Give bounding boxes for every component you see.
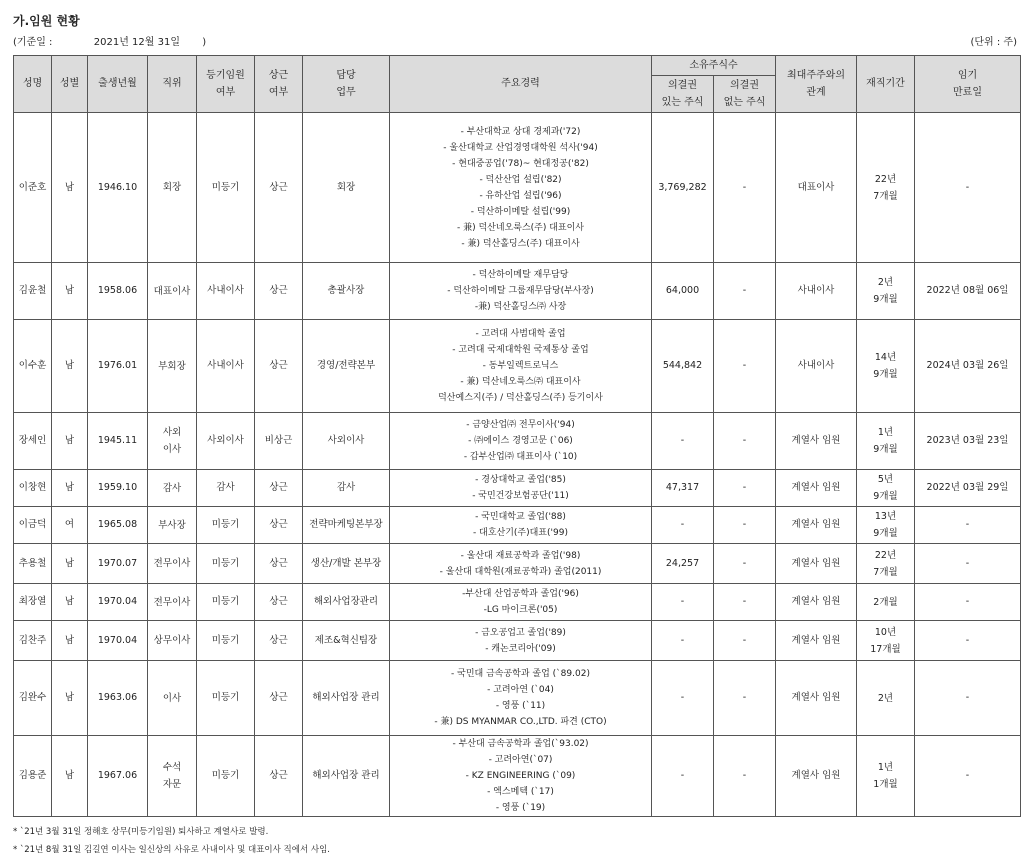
cell-name: 이수훈 [14,320,52,413]
cell-term-expiry: 2024년 03월 26일 [915,320,1021,413]
header-term: 임기 만료일 [915,56,1021,113]
cell-career: - 덕산하이메탈 재무담당 - 덕산하이메탈 그룹재무담당(부사장) -兼) 덕산홀딩스㈜ 사장 [390,263,652,320]
cell-birth: 1946.10 [88,113,148,263]
cell-name: 김찬주 [14,621,52,661]
cell-relation: 계열사 임원 [776,413,857,470]
cell-position: 전무이사 [148,544,197,584]
cell-tenure: 1년 9개월 [857,413,915,470]
cell-voting-shares: - [652,413,714,470]
cell-duty: 생산/개발 본부장 [303,544,390,584]
cell-position: 대표이사 [148,263,197,320]
cell-birth: 1976.01 [88,320,148,413]
cell-tenure: 10년 17개월 [857,621,915,661]
cell-career: - 금양산업㈜ 전무이사('94) - ㈜에이스 경영고문 (`06) - 갑부산업㈜ 대표이사 (`10) [390,413,652,470]
cell-career: - 부산대학교 상대 경제과('72) - 울산대학교 산업경영대학원 석사('94) - 현대중공업('78)~ 현대정공('82) - 덕산산업 설립('82) - 유하산업 설립('96) - 덕산하이메탈 설립('99) - 兼) 덕산네오룩스(주) 대표이사 - 兼) 덕산홀딩스(주) 대표이사 [390,113,652,263]
header-relation: 최대주주와의 관계 [776,56,857,113]
cell-fulltime: 상근 [255,263,303,320]
cell-relation: 사내이사 [776,263,857,320]
cell-career: - 국민대 금속공학과 졸업 (`89.02) - 고려아연 (`04) - 영풍 (`11) - 兼) DS MYANMAR CO.,LTD. 파견 (CTO) [390,661,652,736]
cell-relation: 계열사 임원 [776,544,857,584]
cell-name: 김윤철 [14,263,52,320]
header-fulltime: 상근 여부 [255,56,303,113]
cell-registered: 미등기 [197,507,255,544]
cell-name: 추용철 [14,544,52,584]
cell-name: 장세인 [14,413,52,470]
cell-tenure: 22년 7개월 [857,544,915,584]
cell-duty: 총괄사장 [303,263,390,320]
cell-name: 이창현 [14,470,52,507]
cell-fulltime: 상근 [255,661,303,736]
footnote: * `21년 8월 31일 김길연 이사는 일신상의 사유로 사내이사 및 대표이사 직에서 사임. [13,845,330,855]
cell-gender: 남 [52,113,88,263]
cell-term-expiry: 2022년 08월 06일 [915,263,1021,320]
cell-voting-shares: 3,769,282 [652,113,714,263]
cell-term-expiry: - [915,544,1021,584]
cell-nonvoting-shares: - [714,113,776,263]
header-tenure: 재직기간 [857,56,915,113]
cell-duty: 제조&혁신팀장 [303,621,390,661]
cell-registered: 사외이사 [197,413,255,470]
cell-registered: 미등기 [197,584,255,621]
cell-tenure: 13년 9개월 [857,507,915,544]
executive-table-body [14,113,1021,817]
cell-name: 이준호 [14,113,52,263]
cell-name: 김완수 [14,661,52,736]
header-birth: 출생년월 [88,56,148,113]
cell-voting-shares: - [652,507,714,544]
table-row [14,113,1021,263]
cell-voting-shares: - [652,584,714,621]
table-row [14,736,1021,817]
cell-voting-shares: 47,317 [652,470,714,507]
cell-term-expiry: - [915,507,1021,544]
cell-tenure: 22년 7개월 [857,113,915,263]
cell-nonvoting-shares: - [714,320,776,413]
cell-term-expiry: 2022년 03월 29일 [915,470,1021,507]
cell-gender: 남 [52,544,88,584]
cell-registered: 미등기 [197,544,255,584]
cell-registered: 미등기 [197,621,255,661]
cell-name: 김용준 [14,736,52,817]
cell-career: - 고려대 사범대학 졸업 - 고려대 국제대학원 국제통상 졸업 - 동부일렉트로닉스 - 兼) 덕산네오룩스㈜ 대표이사 덕산예스지(주) / 덕산홀딩스(주) 등기이사 [390,320,652,413]
cell-gender: 남 [52,736,88,817]
cell-fulltime: 상근 [255,470,303,507]
cell-gender: 여 [52,507,88,544]
cell-birth: 1963.06 [88,661,148,736]
cell-term-expiry: - [915,621,1021,661]
cell-birth: 1959.10 [88,470,148,507]
cell-fulltime: 상근 [255,544,303,584]
cell-fulltime: 상근 [255,736,303,817]
cell-relation: 대표이사 [776,113,857,263]
cell-fulltime: 상근 [255,320,303,413]
cell-duty: 경영/전략본부 [303,320,390,413]
cell-career: - 부산대 금속공학과 졸업(`93.02) - 고려아연(`07) - KZ ENGINEERING (`09) - 엑스메텍 (`17) - 영풍 (`19) [390,736,652,817]
cell-registered: 미등기 [197,661,255,736]
cell-fulltime: 상근 [255,621,303,661]
cell-tenure: 2년 9개월 [857,263,915,320]
header-position: 직위 [148,56,197,113]
cell-voting-shares: 64,000 [652,263,714,320]
cell-fulltime: 상근 [255,507,303,544]
cell-relation: 계열사 임원 [776,736,857,817]
cell-birth: 1970.04 [88,584,148,621]
cell-career: -부산대 산업공학과 졸업('96) -LG 마이크론('05) [390,584,652,621]
cell-nonvoting-shares: - [714,621,776,661]
cell-voting-shares: - [652,661,714,736]
cell-registered: 감사 [197,470,255,507]
cell-gender: 남 [52,320,88,413]
cell-position: 회장 [148,113,197,263]
cell-voting-shares: - [652,621,714,661]
unit-label: (단위 : 주) [970,37,1017,48]
cell-gender: 남 [52,413,88,470]
cell-relation: 계열사 임원 [776,507,857,544]
cell-gender: 남 [52,661,88,736]
cell-position: 상무이사 [148,621,197,661]
cell-duty: 회장 [303,113,390,263]
cell-duty: 해외사업장 관리 [303,661,390,736]
cell-relation: 계열사 임원 [776,584,857,621]
cell-position: 이사 [148,661,197,736]
cell-duty: 해외사업장관리 [303,584,390,621]
cell-position: 수석 자문 [148,736,197,817]
cell-fulltime: 상근 [255,584,303,621]
cell-career: - 울산대 재료공학과 졸업('98) - 울산대 대학원(재료공학과) 졸업(2011) [390,544,652,584]
header-duty: 담당 업무 [303,56,390,113]
cell-birth: 1945.11 [88,413,148,470]
cell-registered: 사내이사 [197,320,255,413]
cell-position: 부사장 [148,507,197,544]
table-row [14,621,1021,661]
header-shares: 소유주식수 [652,56,776,76]
header-career: 주요경력 [390,56,652,113]
cell-registered: 미등기 [197,113,255,263]
cell-term-expiry: - [915,584,1021,621]
cell-nonvoting-shares: - [714,507,776,544]
cell-gender: 남 [52,470,88,507]
cell-nonvoting-shares: - [714,544,776,584]
cell-gender: 남 [52,263,88,320]
cell-duty: 해외사업장 관리 [303,736,390,817]
cell-tenure: 2개월 [857,584,915,621]
cell-nonvoting-shares: - [714,584,776,621]
cell-registered: 미등기 [197,736,255,817]
footnote: * `21년 3월 31일 정해호 상무(미등기임원) 퇴사하고 계열사로 발령. [13,827,269,837]
footnotes [13,823,330,859]
cell-nonvoting-shares: - [714,413,776,470]
header-name: 성명 [14,56,52,113]
cell-position: 전무이사 [148,584,197,621]
cell-term-expiry: 2023년 03월 23일 [915,413,1021,470]
header-gender: 성별 [52,56,88,113]
cell-voting-shares: 24,257 [652,544,714,584]
cell-name: 최장열 [14,584,52,621]
cell-fulltime: 상근 [255,113,303,263]
cell-position: 부회장 [148,320,197,413]
cell-voting-shares: - [652,736,714,817]
cell-relation: 계열사 임원 [776,470,857,507]
cell-birth: 1970.07 [88,544,148,584]
table-row [14,413,1021,470]
table-row [14,544,1021,584]
table-row [14,507,1021,544]
cell-term-expiry: - [915,661,1021,736]
base-date: (기준일 : 2021년 12월 31일 ) [13,37,207,48]
table-row [14,470,1021,507]
cell-relation: 계열사 임원 [776,621,857,661]
table-row [14,584,1021,621]
cell-birth: 1967.06 [88,736,148,817]
cell-gender: 남 [52,621,88,661]
cell-gender: 남 [52,584,88,621]
section-title: 가.임원 현황 [13,14,80,28]
cell-birth: 1970.04 [88,621,148,661]
cell-relation: 계열사 임원 [776,661,857,736]
table-row [14,661,1021,736]
cell-voting-shares: 544,842 [652,320,714,413]
cell-career: - 금오공업고 졸업('89) - 캐논코리아('09) [390,621,652,661]
cell-name: 이금덕 [14,507,52,544]
cell-tenure: 5년 9개월 [857,470,915,507]
cell-career: - 국민대학교 졸업('88) - 대호산기(주)대표('99) [390,507,652,544]
table-row [14,320,1021,413]
cell-nonvoting-shares: - [714,263,776,320]
cell-nonvoting-shares: - [714,736,776,817]
cell-birth: 1965.08 [88,507,148,544]
cell-birth: 1958.06 [88,263,148,320]
cell-nonvoting-shares: - [714,470,776,507]
cell-fulltime: 비상근 [255,413,303,470]
cell-tenure: 1년 1개월 [857,736,915,817]
cell-term-expiry: - [915,113,1021,263]
cell-position: 사외 이사 [148,413,197,470]
header-nonvoting: 의결권 없는 주식 [714,76,776,113]
cell-duty: 감사 [303,470,390,507]
cell-term-expiry: - [915,736,1021,817]
cell-relation: 사내이사 [776,320,857,413]
cell-tenure: 2년 [857,661,915,736]
executive-table [13,55,1021,817]
cell-position: 감사 [148,470,197,507]
cell-registered: 사내이사 [197,263,255,320]
cell-duty: 사외이사 [303,413,390,470]
cell-career: - 경상대학교 졸업('85) - 국민건강보험공단('11) [390,470,652,507]
cell-tenure: 14년 9개월 [857,320,915,413]
cell-nonvoting-shares: - [714,661,776,736]
cell-duty: 전략마케팅본부장 [303,507,390,544]
header-registered: 등기임원 여부 [197,56,255,113]
table-row [14,263,1021,320]
header-voting: 의결권 있는 주식 [652,76,714,113]
